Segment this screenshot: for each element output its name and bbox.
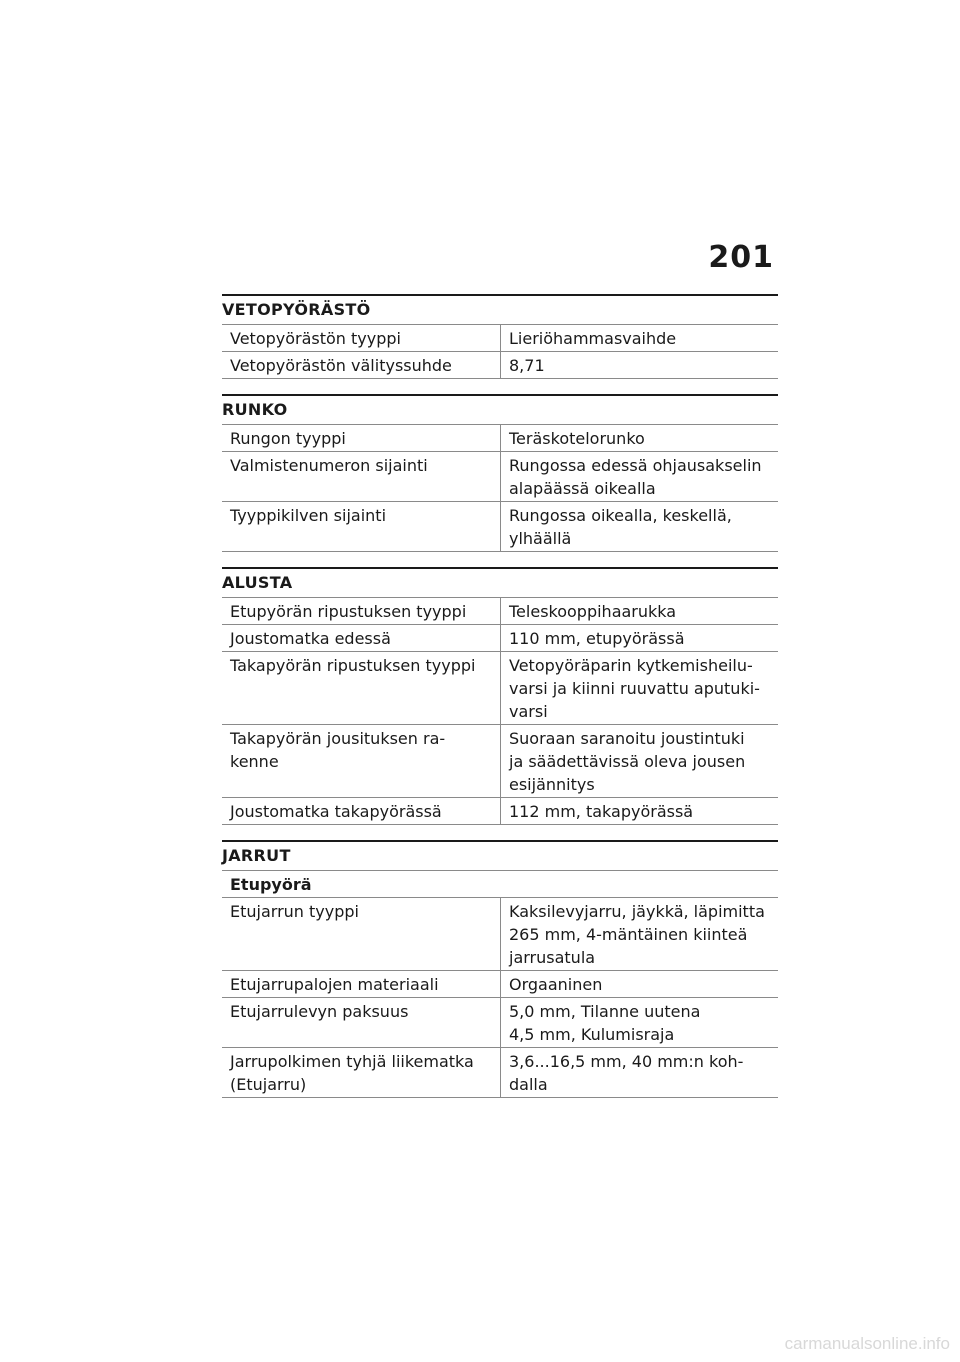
section-runko [222, 394, 778, 552]
row-label: Etujarrun tyyppi [222, 898, 501, 970]
spec-table [222, 324, 778, 379]
row-label: Rungon tyyppi [222, 425, 501, 451]
row-label: Joustomatka takapyörässä [222, 798, 501, 824]
row-label: Etujarrulevyn paksuus [222, 998, 501, 1047]
page-number: 201 [708, 240, 774, 275]
row-value: Teleskooppihaarukka [509, 602, 677, 621]
spec-table [222, 424, 778, 552]
table-row [222, 451, 778, 501]
row-value: Suoraan saranoitu joustintuki ja säädettävissä oleva jousen esijännitys [509, 729, 746, 794]
section-title: JARRUT [222, 840, 778, 870]
section-alusta [222, 567, 778, 825]
row-value: Rungossa oikealla, keskellä, ylhäällä [509, 506, 732, 548]
row-label: Etujarrupalojen materiaali [222, 971, 501, 997]
row-value: 110 mm, etupyörässä [509, 629, 685, 648]
row-label: Etupyörän ripustuksen tyyppi [222, 598, 501, 624]
watermark-footer: carmanualsonline.info [784, 1334, 950, 1353]
spec-table [222, 597, 778, 825]
row-label: Vetopyörästön tyyppi [222, 325, 501, 351]
row-value: Vetopyöräparin kytkemisheilu- varsi ja kiinni ruuvattu aputuki- varsi [509, 656, 760, 721]
subheading: Etupyörä [230, 875, 312, 894]
table-row [222, 501, 778, 551]
row-value: 5,0 mm, Tilanne uutena 4,5 mm, Kulumisraja [509, 1002, 701, 1044]
row-value: 3,6...16,5 mm, 40 mm:n koh- dalla [509, 1052, 744, 1094]
table-row [222, 997, 778, 1047]
section-vetopyorasto [222, 294, 778, 379]
table-row [222, 651, 778, 724]
row-value: 112 mm, takapyörässä [509, 802, 694, 821]
spec-content [222, 294, 778, 1113]
row-label: Takapyörän ripustuksen tyyppi [222, 652, 501, 724]
row-value: Kaksilevyjarru, jäykkä, läpimitta 265 mm, 4-mäntäinen kiinteä jarrusatula [509, 902, 765, 967]
row-label: Valmistenumeron sijainti [222, 452, 501, 501]
row-label: Joustomatka edessä [222, 625, 501, 651]
table-row [222, 1047, 778, 1097]
row-value: Orgaaninen [509, 975, 603, 994]
table-row [222, 624, 778, 651]
row-value: 8,71 [509, 356, 545, 375]
spec-table [222, 870, 778, 1098]
table-row [222, 351, 778, 378]
row-label: Tyyppikilven sijainti [222, 502, 501, 551]
row-label: Jarrupolkimen tyhjä liikematka (Etujarru) [222, 1048, 501, 1097]
table-row [222, 598, 778, 624]
table-row [222, 425, 778, 451]
section-title: VETOPYÖRÄSTÖ [222, 294, 778, 324]
row-value: Teräskotelorunko [509, 429, 645, 448]
section-title: RUNKO [222, 394, 778, 424]
table-row [222, 897, 778, 970]
row-label: Takapyörän jousituksen ra- kenne [222, 725, 501, 797]
row-label: Vetopyörästön välityssuhde [222, 352, 501, 378]
table-row [222, 325, 778, 351]
table-row [222, 724, 778, 797]
row-value: Lieriöhammasvaihde [509, 329, 677, 348]
row-value: Rungossa edessä ohjausakselin alapäässä oikealla [509, 456, 762, 498]
section-title: ALUSTA [222, 567, 778, 597]
table-subheading-row [222, 871, 778, 897]
section-jarrut [222, 840, 778, 1098]
table-row [222, 970, 778, 997]
table-row [222, 797, 778, 824]
